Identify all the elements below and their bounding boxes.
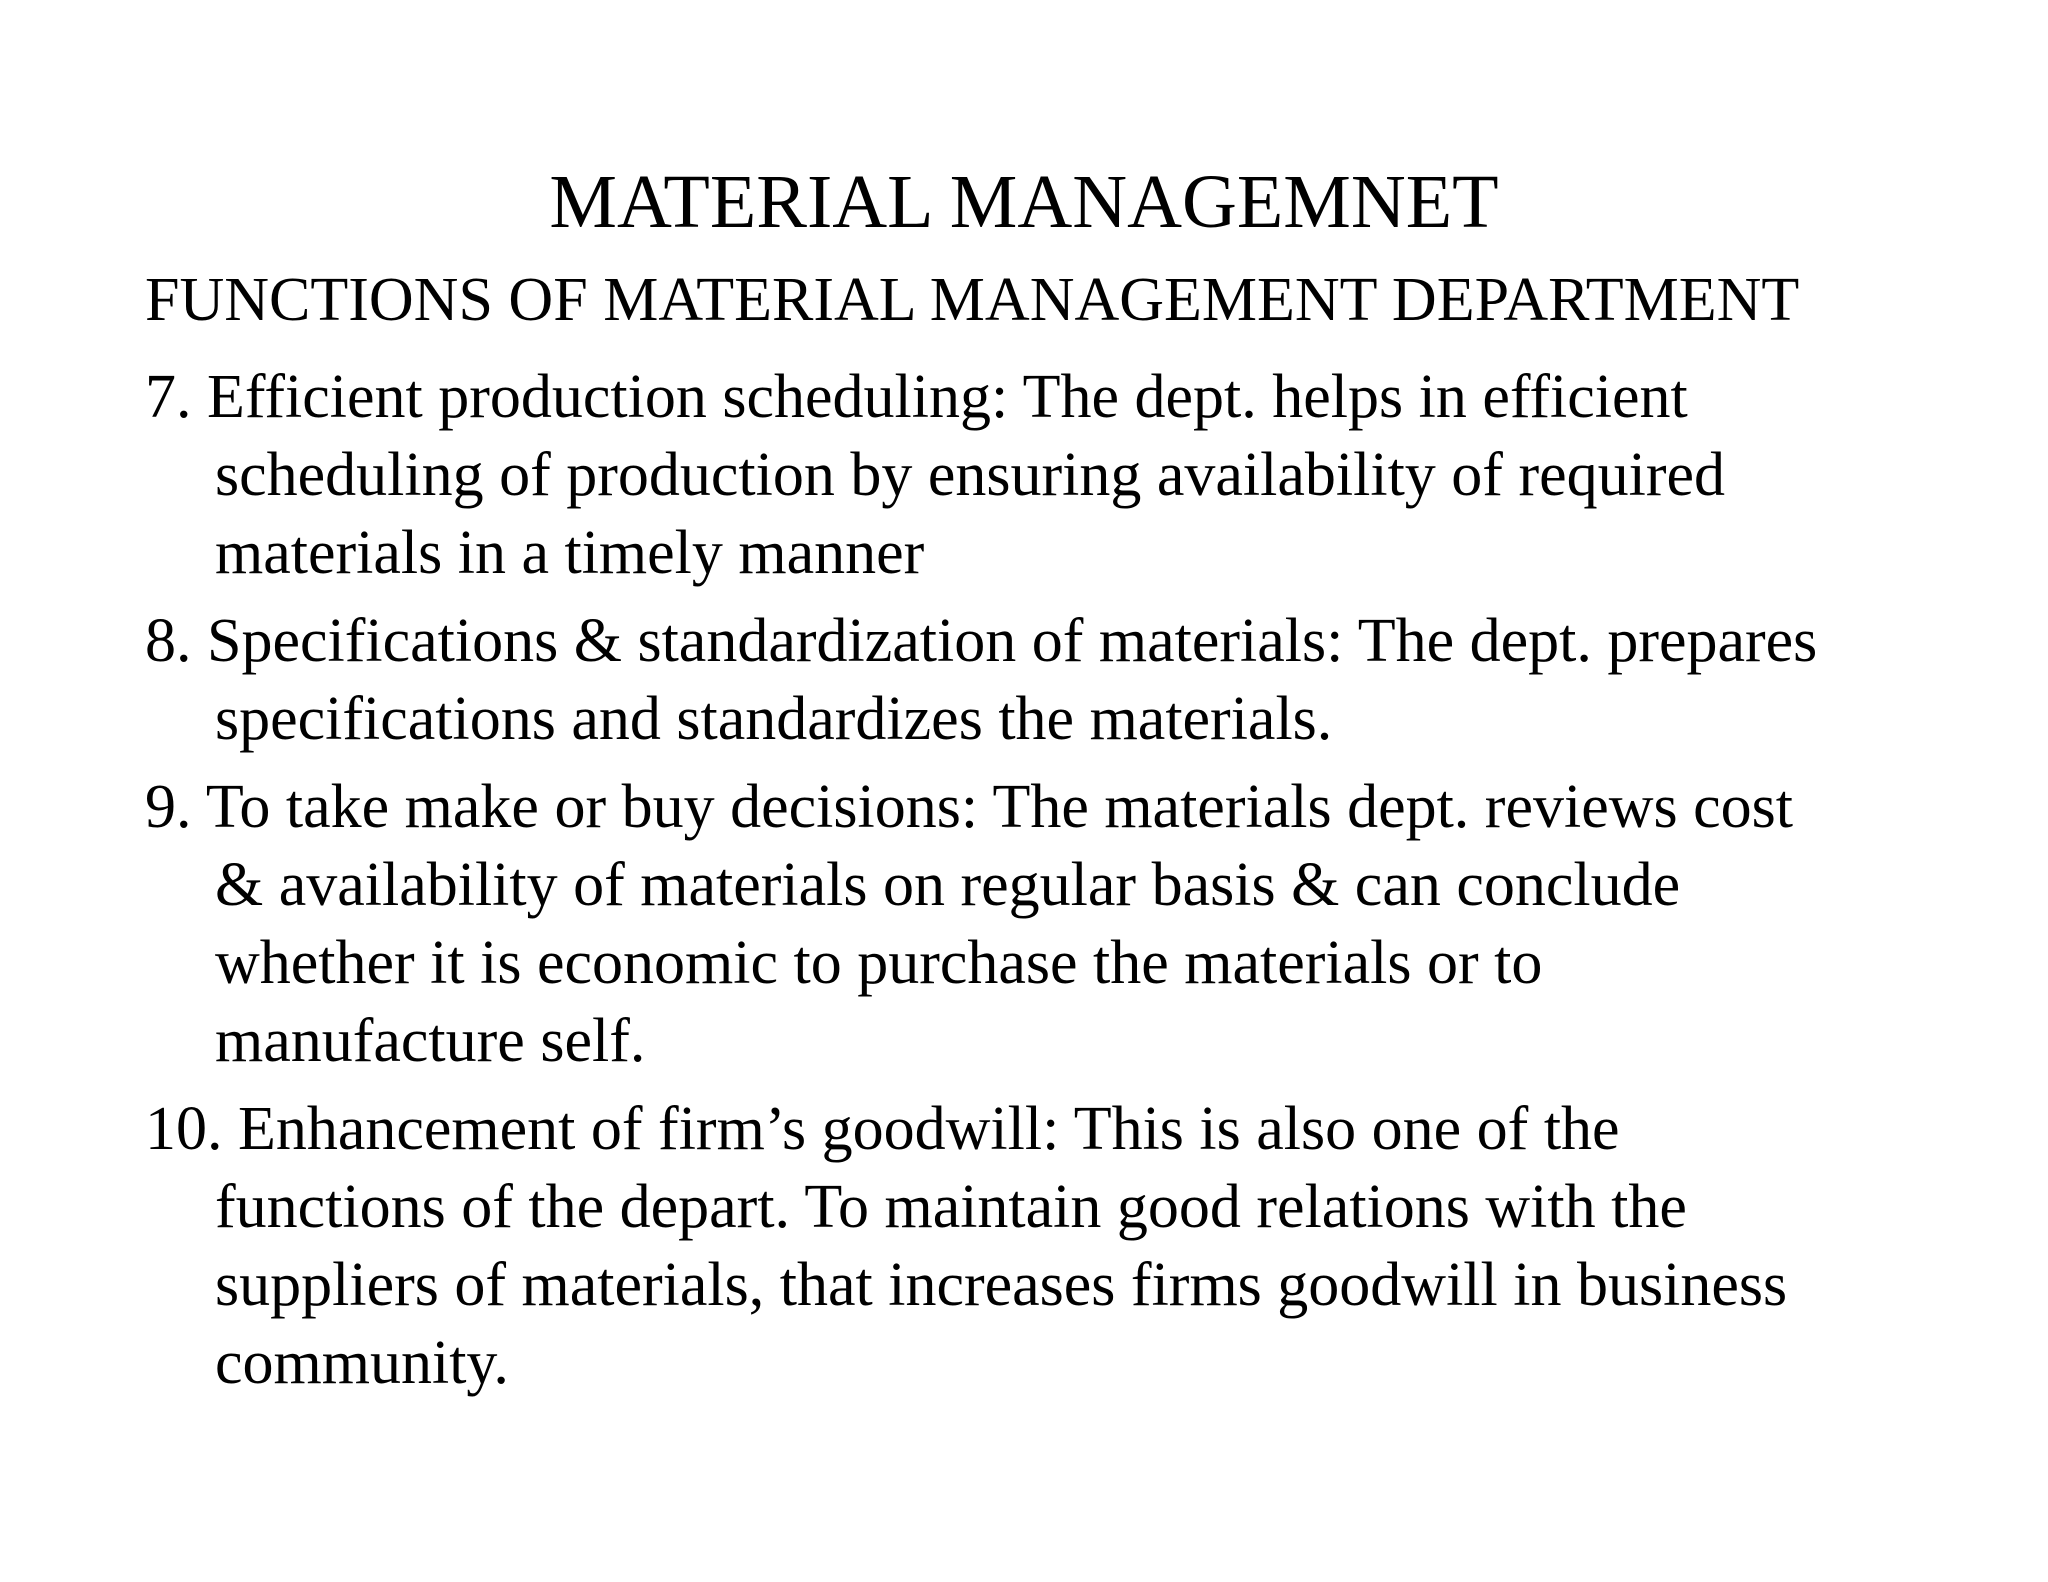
function-list [145,358,1945,1412]
item-line: 9. To take make or buy decisions: The materials dept. reviews cost [145,773,1793,841]
item-line: materials in a timely manner [215,519,925,587]
slide-title: MATERIAL MANAGEMNET [549,160,1499,244]
function-item-8 [145,602,1945,758]
item-line: functions of the depart. To maintain good relations with the [215,1173,1687,1241]
item-line: scheduling of production by ensuring availability of required [215,441,1726,509]
item-line: 10. Enhancement of firm’s goodwill: This is also one of the [145,1095,1620,1163]
function-item-7 [145,358,1945,592]
function-item-10 [145,1090,1945,1402]
item-line: suppliers of materials, that increases firms goodwill in business [215,1251,1788,1319]
item-line: whether it is economic to purchase the materials or to [215,929,1543,997]
item-line: 8. Specifications & standardization of materials: The dept. prepares [145,607,1818,675]
item-line: 7. Efficient production scheduling: The dept. helps in efficient [145,363,1688,431]
item-line: specifications and standardizes the materials. [215,685,1333,753]
item-line: community. [215,1329,509,1397]
function-item-9 [145,768,1945,1080]
item-line: & availability of materials on regular basis & can conclude [215,851,1681,919]
item-line: manufacture self. [215,1007,646,1075]
slide-subtitle: FUNCTIONS OF MATERIAL MANAGEMENT DEPARTMENT [145,266,1800,334]
